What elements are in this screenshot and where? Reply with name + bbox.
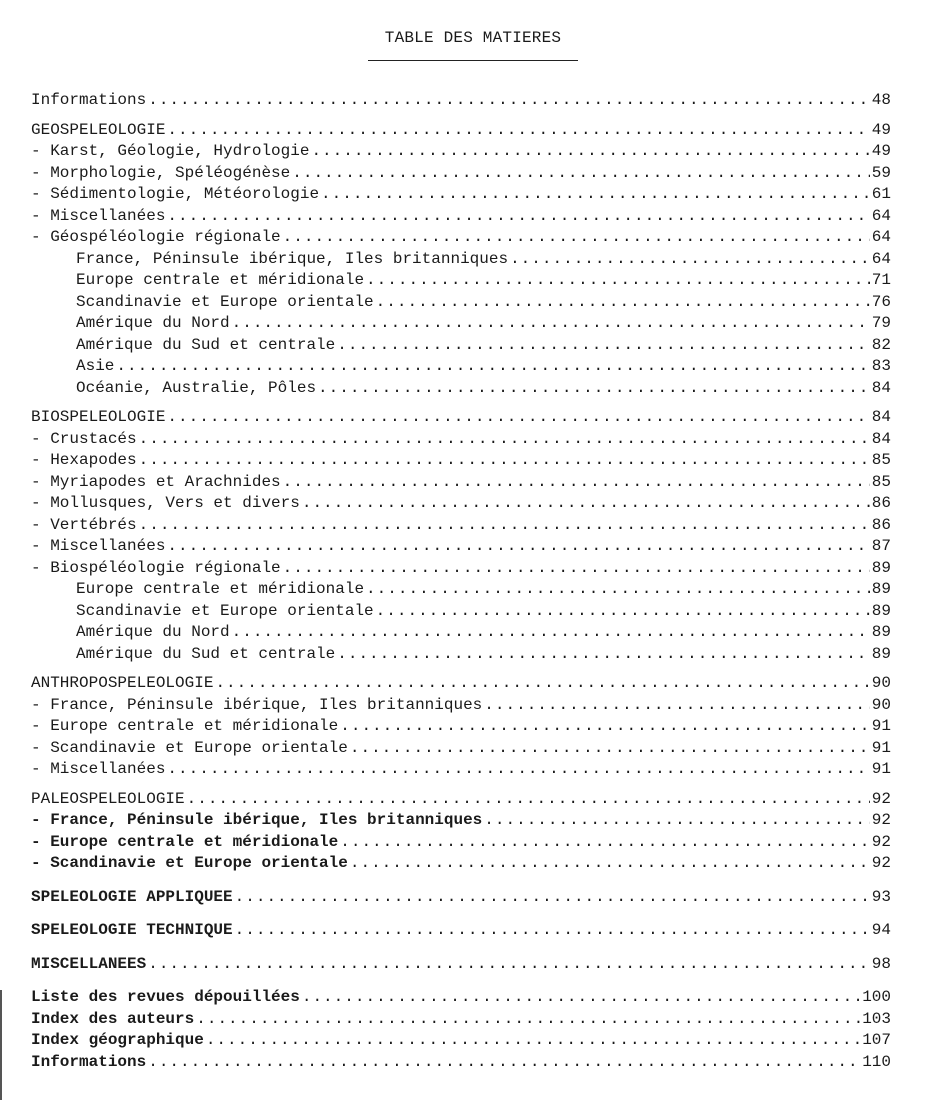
toc-entry-page-number: 79	[871, 314, 891, 332]
toc-entry-label: Europe centrale et méridionale	[76, 580, 365, 598]
toc-entry	[31, 1009, 891, 1031]
toc-dot-leader	[292, 163, 870, 185]
toc-entry-page-number: 49	[871, 120, 891, 139]
toc-entry-label: Scandinavie et Europe orientale	[76, 292, 374, 311]
toc-dot-leader	[337, 644, 870, 666]
toc-entry-page-number: 94	[871, 921, 891, 939]
toc-dot-leader	[376, 292, 870, 314]
toc-entry-label: SPELEOLOGIE APPLIQUEE	[31, 887, 233, 906]
toc-entry-page-number: 92	[871, 832, 891, 851]
toc-section	[31, 789, 891, 875]
toc-entry	[31, 292, 891, 314]
toc-entry-page-number: 91	[871, 738, 891, 757]
toc-dot-leader	[196, 1009, 860, 1031]
toc-entry-label: SPELEOLOGIE TECHNIQUE	[31, 921, 233, 939]
toc-entry-label: - Géospéléologie régionale	[31, 228, 281, 246]
toc-entry-label: Océanie, Australie, Pôles	[76, 378, 317, 397]
toc-entry-page-number: 103	[862, 1009, 891, 1028]
toc-entry-label: Amérique du Nord	[76, 314, 230, 332]
toc-entry	[31, 206, 891, 228]
toc-entry-label: - France, Péninsule ibérique, Iles britanniques	[31, 695, 483, 714]
toc-entry-label: - Europe centrale et méridionale	[31, 717, 339, 735]
toc-entry-page-number: 89	[871, 644, 891, 663]
toc-entry-page-number: 82	[871, 335, 891, 354]
toc-dot-leader	[139, 429, 870, 451]
toc-dot-leader	[484, 695, 870, 717]
toc-entry	[31, 120, 891, 142]
toc-entry-label: - Scandinavie et Europe orientale	[31, 738, 348, 757]
toc-entry-label: Index géographique	[31, 1031, 204, 1049]
toc-dot-leader	[302, 987, 860, 1009]
toc-entry	[31, 920, 891, 942]
toc-entry-label: Europe centrale et méridionale	[76, 271, 365, 289]
toc-entry-label: - Europe centrale et méridionale	[31, 832, 339, 851]
toc-entry	[31, 759, 891, 781]
toc-entry-page-number: 71	[871, 271, 891, 289]
toc-dot-leader	[235, 920, 870, 942]
toc-entry-label: Amérique du Sud et centrale	[76, 335, 336, 354]
toc-section	[31, 954, 891, 976]
toc-entry-label: Informations	[31, 1052, 147, 1071]
toc-entry-label: - Sédimentologie, Météorologie	[31, 185, 320, 203]
toc-entry-label: - Mollusques, Vers et divers	[31, 494, 300, 512]
toc-entry-label: - Crustacés	[31, 429, 137, 448]
toc-entry-page-number: 49	[871, 142, 891, 160]
toc-entry	[31, 832, 891, 854]
toc-entry-page-number: 64	[871, 228, 891, 246]
toc-section	[31, 407, 891, 665]
toc-dot-leader	[232, 313, 870, 335]
toc-entry-page-number: 90	[871, 674, 891, 692]
toc-entry-page-number: 98	[871, 954, 891, 973]
toc-entry-label: - Myriapodes et Arachnides	[31, 472, 281, 491]
toc-dot-leader	[311, 141, 869, 163]
toc-dot-leader	[283, 227, 870, 249]
toc-entry	[31, 313, 891, 335]
toc-dot-leader	[366, 270, 870, 292]
toc-entry	[31, 954, 891, 976]
toc-entry-label: - Karst, Géologie, Hydrologie	[31, 142, 310, 160]
toc-entry	[31, 356, 891, 378]
toc-entry-page-number: 86	[871, 494, 891, 512]
toc-entry-page-number: 64	[871, 206, 891, 225]
toc-dot-leader	[232, 622, 870, 644]
toc-dot-leader	[167, 206, 869, 228]
toc-entry-label: GEOSPELEOLOGIE	[31, 120, 166, 139]
toc-entry-page-number: 64	[871, 249, 891, 268]
toc-dot-leader	[116, 356, 869, 378]
toc-entry-label: - Morphologie, Spéléogénèse	[31, 163, 291, 182]
toc-entry-label: - Biospéléologie régionale	[31, 558, 281, 577]
toc-entry-page-number: 84	[871, 378, 891, 397]
toc-entry	[31, 853, 891, 875]
toc-entry	[31, 695, 891, 717]
toc-entry-page-number: 89	[871, 580, 891, 598]
toc-entry-label: Scandinavie et Europe orientale	[76, 601, 374, 620]
toc-dot-leader	[350, 738, 870, 760]
toc-dot-leader	[318, 378, 870, 400]
toc-entry-label: Amérique du Nord	[76, 623, 230, 641]
toc-entry-label: Liste des revues dépouillées	[31, 988, 300, 1006]
toc-dot-leader	[167, 759, 869, 781]
toc-entry-label: - Miscellanées	[31, 206, 166, 225]
toc-entry	[31, 90, 891, 112]
toc-dot-leader	[283, 472, 870, 494]
toc-entry-page-number: 86	[871, 515, 891, 534]
toc-entry	[31, 407, 891, 429]
toc-dot-leader	[321, 184, 870, 206]
toc-entry	[31, 738, 891, 760]
toc-dot-leader	[366, 579, 870, 601]
toc-entry-page-number: 93	[871, 887, 891, 906]
toc-entry	[31, 378, 891, 400]
table-of-contents	[31, 90, 891, 1085]
toc-section	[31, 120, 891, 400]
toc-entry-label: BIOSPELEOLOGIE	[31, 408, 166, 426]
toc-entry-label: Index des auteurs	[31, 1009, 195, 1028]
toc-entry-page-number: 92	[871, 854, 891, 872]
toc-section	[31, 90, 891, 112]
toc-entry	[31, 163, 891, 185]
toc-dot-leader	[337, 335, 870, 357]
toc-section	[31, 987, 891, 1073]
toc-entry-page-number: 89	[871, 623, 891, 641]
toc-entry-label: ANTHROPOSPELEOLOGIE	[31, 674, 214, 692]
toc-entry	[31, 558, 891, 580]
toc-section	[31, 887, 891, 909]
toc-entry	[31, 472, 891, 494]
toc-entry	[31, 270, 891, 292]
toc-entry-page-number: 107	[862, 1031, 891, 1049]
toc-dot-leader	[340, 832, 870, 854]
toc-entry-page-number: 100	[862, 988, 891, 1006]
toc-entry	[31, 601, 891, 623]
toc-dot-leader	[148, 1052, 860, 1074]
page-title: TABLE DES MATIERES	[384, 29, 562, 47]
toc-entry	[31, 987, 891, 1009]
toc-dot-leader	[302, 493, 870, 515]
toc-entry	[31, 1030, 891, 1052]
toc-dot-leader	[167, 120, 869, 142]
toc-entry	[31, 810, 891, 832]
toc-dot-leader	[283, 558, 870, 580]
toc-entry-page-number: 89	[871, 558, 891, 577]
toc-section	[31, 673, 891, 781]
toc-entry	[31, 536, 891, 558]
toc-dot-leader	[350, 853, 870, 875]
toc-entry-page-number: 91	[871, 717, 891, 735]
toc-dot-leader	[206, 1030, 860, 1052]
toc-entry-label: Informations	[31, 91, 147, 109]
toc-entry-page-number: 48	[871, 91, 891, 109]
toc-entry-page-number: 59	[871, 163, 891, 182]
toc-entry	[31, 673, 891, 695]
toc-entry	[31, 716, 891, 738]
toc-entry-page-number: 76	[871, 292, 891, 311]
toc-dot-leader	[139, 515, 870, 537]
toc-entry-label: France, Péninsule ibérique, Iles britanniques	[76, 249, 509, 268]
toc-entry-label: - Scandinavie et Europe orientale	[31, 854, 348, 872]
toc-entry-page-number: 85	[871, 451, 891, 469]
toc-dot-leader	[148, 954, 870, 976]
toc-entry-page-number: 92	[871, 789, 891, 808]
toc-entry	[31, 249, 891, 271]
toc-entry-label: Asie	[76, 357, 115, 375]
toc-entry-page-number: 91	[871, 760, 891, 778]
toc-entry-label: Amérique du Sud et centrale	[76, 644, 336, 663]
toc-entry	[31, 887, 891, 909]
toc-dot-leader	[510, 249, 870, 271]
toc-entry-page-number: 89	[871, 601, 891, 620]
toc-dot-leader	[376, 601, 870, 623]
toc-entry	[31, 1052, 891, 1074]
toc-entry	[31, 515, 891, 537]
toc-entry	[31, 450, 891, 472]
toc-entry-page-number: 84	[871, 408, 891, 426]
title-underline	[368, 60, 578, 61]
scan-edge-mark	[0, 990, 2, 1100]
toc-dot-leader	[167, 536, 869, 558]
toc-dot-leader	[187, 789, 870, 811]
toc-entry-label: MISCELLANEES	[31, 954, 147, 973]
toc-entry-page-number: 84	[871, 429, 891, 448]
toc-entry	[31, 789, 891, 811]
toc-dot-leader	[167, 407, 869, 429]
toc-entry	[31, 579, 891, 601]
toc-entry	[31, 227, 891, 249]
toc-entry-label: - Hexapodes	[31, 451, 137, 469]
toc-section	[31, 920, 891, 942]
toc-entry	[31, 141, 891, 163]
toc-entry-page-number: 87	[871, 537, 891, 555]
toc-entry-page-number: 61	[871, 185, 891, 203]
toc-entry-page-number: 110	[862, 1052, 891, 1071]
toc-entry-page-number: 83	[871, 357, 891, 375]
toc-dot-leader	[148, 90, 870, 112]
toc-entry-label: - France, Péninsule ibérique, Iles britanniques	[31, 811, 483, 829]
toc-entry	[31, 184, 891, 206]
toc-entry	[31, 622, 891, 644]
toc-entry	[31, 429, 891, 451]
toc-dot-leader	[235, 887, 870, 909]
toc-dot-leader	[139, 450, 870, 472]
toc-dot-leader	[215, 673, 869, 695]
toc-entry-label: - Vertébrés	[31, 515, 137, 534]
toc-entry-page-number: 90	[871, 695, 891, 714]
toc-entry-page-number: 92	[871, 811, 891, 829]
toc-entry	[31, 493, 891, 515]
toc-dot-leader	[484, 810, 870, 832]
toc-entry-page-number: 85	[871, 472, 891, 491]
toc-entry	[31, 644, 891, 666]
toc-entry	[31, 335, 891, 357]
toc-entry-label: - Miscellanées	[31, 760, 166, 778]
toc-dot-leader	[340, 716, 870, 738]
toc-entry-label: - Miscellanées	[31, 537, 166, 555]
toc-entry-label: PALEOSPELEOLOGIE	[31, 789, 185, 808]
